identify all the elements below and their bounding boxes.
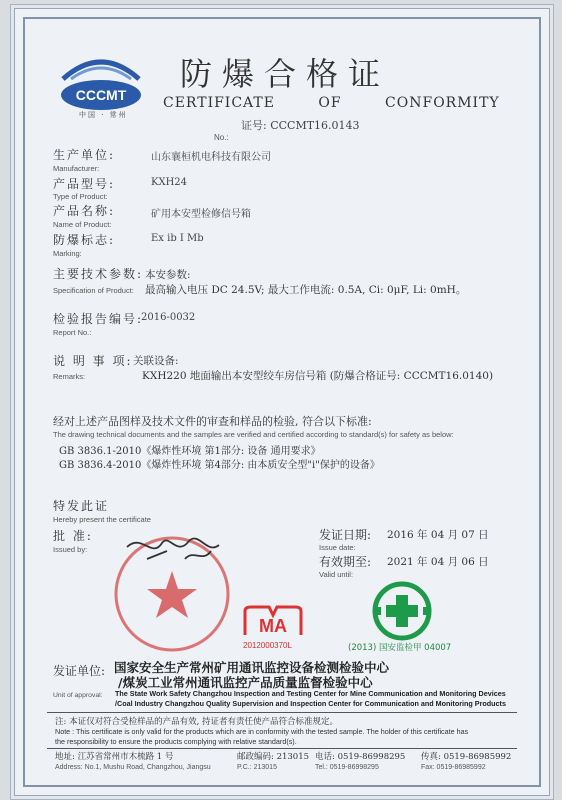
footer-divider [47, 712, 517, 713]
remarks-line-1: 关联设备: [133, 355, 179, 367]
issuer-en-label: Unit of approval: [53, 692, 103, 699]
issue-date: 2016 年 04 月 07 日 [387, 529, 489, 541]
product-name-value: 矿用本安型检修信号箱 [151, 209, 251, 220]
spec-subtitle: 本安参数: [145, 269, 191, 281]
address-cn: 地址: 江苏省常州市木梳路 1 号 [55, 752, 174, 762]
report-value: 2016-0032 [141, 312, 196, 323]
note-cn: 注: 本证仅对符合受检样品的产品有效, 持证者有责任使产品符合标准规定。 [55, 717, 338, 727]
issuer-cn-1: 国家安全生产常州矿用通讯监控设备检测检验中心 [114, 660, 390, 675]
type-label: 产品型号: [53, 177, 116, 191]
cma-seal-icon [243, 605, 303, 639]
testing-center-seal-icon [367, 581, 437, 641]
type-label-en: Type of Product: [53, 192, 108, 201]
logo-caption: 中国 · 常州 [79, 111, 128, 119]
footer-divider-2 [47, 748, 517, 749]
standard-2: GB 3836.4-2010《爆炸性环境 第4部分: 由本质安全型"i"保护的设备》 [59, 460, 380, 471]
fax-cn: 传真: 0519-86985992 [421, 752, 512, 762]
manufacturer-label: 生产单位: [53, 148, 116, 162]
official-seal-stamp [107, 529, 237, 659]
issuer-en-1: The State Work Safety Changzhou Inspection and Testing Center for Mine Communication and Monitoring Devices [115, 689, 506, 698]
issuer-en-2: /Coal Industry Changzhou Quality Supervision and Inspection Center for Communication and Monitoring Products [115, 699, 506, 708]
note-en-2: the responsibility to ensure the products complying with relative standard(s). [55, 737, 297, 746]
valid-until-date: 2021 年 04 月 06 日 [387, 556, 489, 568]
valid-until-label: 有效期至: [319, 555, 372, 569]
cma-number: 2012000370L [243, 641, 292, 650]
postcode-en: P.C.: 213015 [237, 764, 277, 771]
issue-date-label: 发证日期: [319, 528, 372, 542]
marking-label: 防爆标志: [53, 233, 116, 247]
report-label-en: Report No.: [53, 328, 92, 337]
title-english: CERTIFICATE OF CONFORMITY [163, 95, 500, 111]
issuer-label: 发证单位: [53, 664, 106, 678]
report-label: 检验报告编号: [53, 312, 144, 326]
title-chinese: 防爆合格证 [180, 55, 391, 93]
fax-en: Fax: 0519-86985992 [421, 764, 486, 771]
svg-text:CCCMT: CCCMT [75, 87, 127, 103]
present-en: Hereby present the certificate [53, 515, 151, 524]
issue-date-en: Issue date: [319, 543, 356, 552]
approved-label: 批 准: [53, 529, 93, 543]
valid-until-en: Valid until: [319, 570, 354, 579]
certificate-number: 证号: CCCMT16.0143 [241, 119, 360, 132]
certificate-sheet [14, 8, 550, 796]
marking-label-en: Marking: [53, 249, 82, 258]
marking-value: Ex ib I Mb [151, 233, 204, 244]
note-en-1: Note : This certificate is only valid for the products which are in conformity with the tested sample. The holder of this certificate has [55, 727, 469, 736]
manufacturer-label-en: Manufacturer: [53, 164, 100, 173]
phone-cn: 电话: 0519-86998295 [315, 752, 406, 762]
approved-label-en: Issued by: [53, 545, 88, 554]
remarks-line-2: KXH220 地面输出本安型绞车房信号箱 (防爆合格证号: CCCMT16.0140) [142, 370, 494, 382]
product-name-label-en: Name of Product: [53, 220, 112, 229]
product-name-label: 产品名称: [53, 204, 116, 218]
testing-seal-caption: (2013) 国安监检甲 04007 [348, 643, 452, 653]
postcode-cn: 邮政编码: 213015 [237, 752, 310, 762]
svg-text:MA: MA [259, 616, 287, 636]
spec-value: 最高输入电压 DC 24.5V; 最大工作电流: 0.5A, Ci: 0μF, Li: 0mH。 [145, 284, 467, 296]
remarks-label-en: Remarks: [53, 372, 86, 381]
standard-1: GB 3836.1-2010《爆炸性环境 第1部分: 设备 通用要求》 [59, 446, 321, 457]
phone-en: Tel.: 0519-86998295 [315, 764, 379, 771]
spec-label-en: Specification of Product: [53, 286, 134, 295]
statement-cn: 经对上述产品图样及技术文件的审查和样品的检验, 符合以下标准: [53, 415, 372, 428]
manufacturer-value: 山东襄桓机电科技有限公司 [151, 152, 271, 163]
spec-label: 主要技术参数: [53, 267, 144, 281]
present-cn: 特发此证 [53, 499, 110, 513]
remarks-label: 说 明 事 项: [53, 354, 133, 368]
address-en: Address: No.1, Mushu Road, Changzhou, Jiangsu [55, 764, 211, 771]
number-label-en: No.: [214, 133, 229, 142]
statement-en: The drawing technical documents and the samples are verified and certified according to standard(s) for safety as below: [53, 430, 454, 439]
type-value: KXH24 [151, 177, 188, 188]
issuer-cn-2: /煤炭工业常州通讯监控产品质量监督检验中心 [118, 675, 373, 690]
